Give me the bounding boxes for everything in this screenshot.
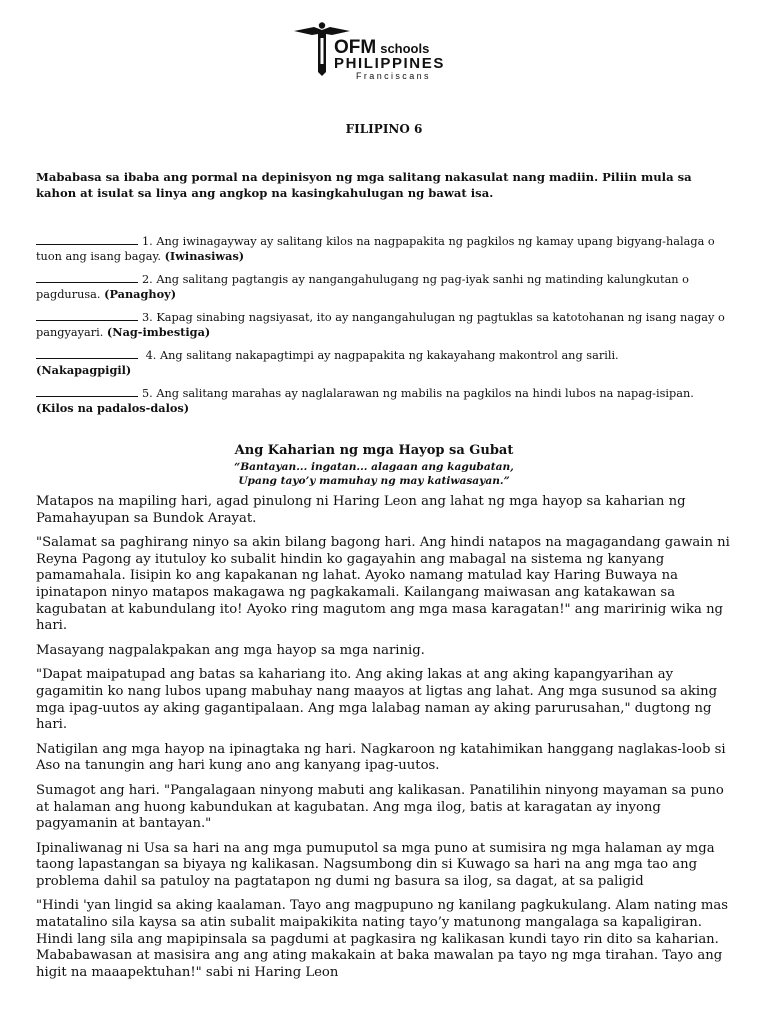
ofm-schools-logo	[292, 22, 467, 81]
answer-blank-line[interactable]	[36, 349, 138, 359]
story-paragraph: Natigilan ang mga hayop na ipinagtaka ng hari. Nagkaroon ng katahimikan hanggang naglakas-loob si Aso na tanungin ang hari kung ano ang kanyang ipag-uutos.	[36, 741, 726, 774]
story-paragraph: Masayang nagpalakpakan ang mga hayop sa mga narinig.	[36, 642, 425, 658]
item-answer: (Kilos na padalos-dalos)	[36, 401, 190, 415]
answer-blank-line[interactable]	[36, 235, 138, 245]
answer-blank-line[interactable]	[36, 311, 138, 321]
item-answer: (Iwinasiwas)	[164, 249, 245, 263]
logo-ofm-text: OFM	[334, 37, 377, 58]
vocabulary-items	[36, 234, 736, 424]
answer-blank-line[interactable]	[36, 387, 138, 397]
story-paragraph: Matapos na mapiling hari, agad pinulong ni Haring Leon ang lahat ng mga hayop sa kaharian ng Pamahayupan sa Bundok Arayat.	[36, 494, 686, 526]
vocabulary-item	[36, 310, 736, 340]
item-text: 2. Ang salitang pagtangis ay nangangahulugang ng pag-iyak sanhi ng matinding kalungkutan o pagdurusa.	[36, 273, 689, 301]
story-paragraph: Ipinaliwanag ni Usa sa hari na ang mga pumuputol sa mga puno at sumisira ng mga halaman ay mga taong lapastangan sa biyaya ng kalikasan. Nagsumbong din si Kuwago sa hari na ang mga tao ang problema dahil sa patuloy na pagtatapon ng dumi ng basura sa ilog, sa dagat, at sa paligid	[36, 840, 715, 889]
vocabulary-item	[36, 272, 736, 302]
item-text: 4. Ang salitang nakapagtimpi ay nagpapakita ng kakayahang makontrol ang sarili.	[145, 349, 619, 362]
vocabulary-item	[36, 386, 736, 416]
logo-schools-text: schools	[380, 41, 430, 56]
story-title: Ang Kaharian ng mga Hayop sa Gubat	[234, 443, 514, 458]
story-body	[36, 494, 736, 989]
story-paragraph: "Dapat maipatupad ang batas sa kahariang ito. Ang aking lakas at ang aking kapangyarihan ay gagamitin ko nang lubos upang mabuhay nang maayos at ligtas ang lahat. Ang mga susunod sa aking mga ipag-uutos ay aking gagantipalaan. Ang mga lalabag naman ay aking parurusahan," dugtong ng hari.	[36, 667, 718, 733]
item-answer: (Panaghoy)	[104, 287, 177, 301]
story-subtitle-line: Upang tayo’y mamuhay ng may katiwasayan.”	[238, 475, 510, 487]
instructions: Mababasa sa ibaba ang pormal na depinisyon ng mga salitang nakasulat nang madiin. Piliin mula sa kahon at isulat sa linya ang angkop na kasingkahulugan ng bawat isa.	[36, 170, 692, 200]
item-answer: (Nakapagpigil)	[36, 363, 132, 377]
vocabulary-item	[36, 234, 736, 264]
item-text: 3. Kapag sinabing nagsiyasat, ito ay nangangahulugan ng pagtuklas sa katotohanan ng isang nagay o pangyayari.	[36, 311, 725, 339]
page-title: FILIPINO 6	[345, 122, 423, 136]
item-text: 1. Ang iwinagayway ay salitang kilos na nagpapakita ng pagkilos ng kamay upang bigyang-halaga o tuon ang isang bagay.	[36, 235, 715, 263]
story-subtitle-line: “Bantayan... ingatan... alagaan ang kagubatan,	[234, 461, 514, 473]
story-subtitle	[0, 460, 748, 488]
story-paragraph: "Salamat sa paghirang ninyo sa akin bilang bagong hari. Ang hindi natapos na magagandang gawain ni Reyna Pagong ay itutuloy ko subalit hindin ko gagayahin ang mabagal na sistema ng kanyang pamamahala. Iisipin ko ang kapakanan ng lahat. Ayoko namang matulad kay Haring Buwaya na ipinatapon ninyo matapos makagawa ng pagkakamali. Kailangang maiwasan ang katakawan sa kagubatan at kabundulang ito! Ayoko ring magutom ang mga masa karagatan!" ang maririnig wika ng hari.	[36, 535, 730, 634]
story-paragraph: Sumagot ang hari. "Pangalagaan ninyong mabuti ang kalikasan. Panatilihin ninyong mayaman sa puno at halaman ang huong kabundukan at kagubatan. Ang mga ilog, batis at karagatan ay inyong pagyamanin at bantayan."	[36, 782, 724, 832]
item-answer: (Nag-imbestiga)	[106, 325, 211, 339]
logo-philippines-text: PHILIPPINES	[334, 55, 445, 72]
answer-blank-line[interactable]	[36, 273, 138, 283]
story-paragraph: "Hindi 'yan lingid sa aking kaalaman. Tayo ang magpupuno ng kanilang pagkukulang. Alam nating mas matatalino sila kaysa sa atin subalit maipakikita nating tayo’y matunong mangalaga sa kapaligiran. Hindi lang sila ang mapipinsala sa pagdumi at pagkasira ng kalikasan kundi tayo rin dito sa kaharian. Mababawasan at masisira ang ang ating makakain at baka mawalan pa tayo ng mga tirahan. Tayo ang higit na maaapektuhan!" sabi ni Haring Leon	[36, 898, 728, 980]
item-text: 5. Ang salitang marahas ay naglalarawan ng mabilis na pagkilos na hindi lubos na napag-isipan.	[142, 387, 694, 400]
vocabulary-item	[36, 348, 736, 378]
logo-franciscans-text: Franciscans	[356, 71, 431, 81]
